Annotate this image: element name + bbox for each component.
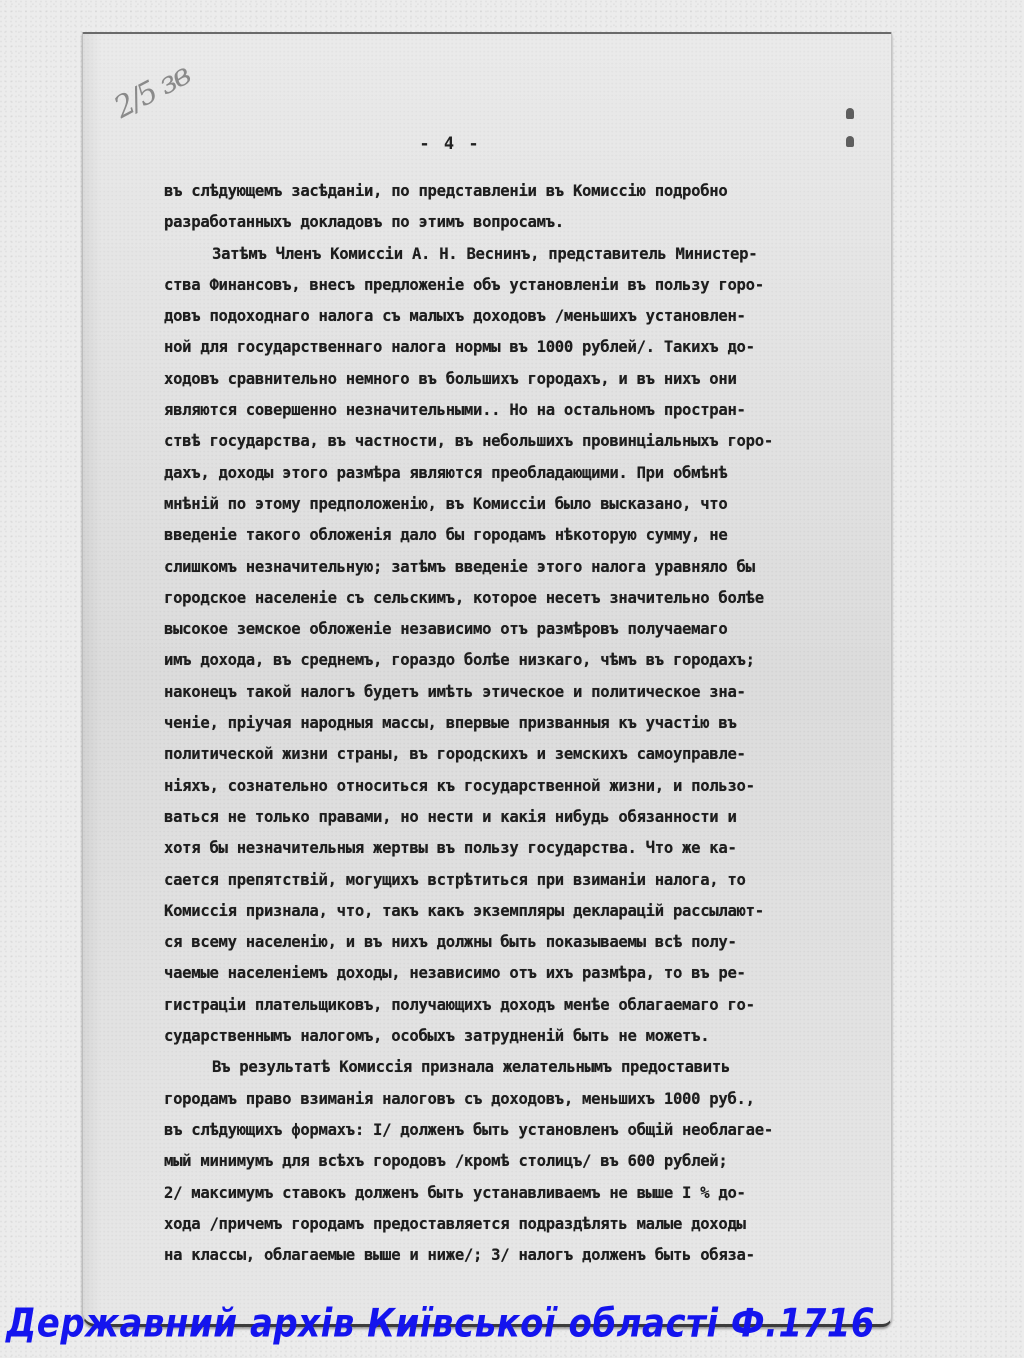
text-line: ствѣ государства, въ частности, въ небольшихъ провинціальныхъ горо- [164, 432, 773, 451]
text-line: разработанныхъ докладовъ по этимъ вопросамъ. [164, 213, 564, 232]
handwritten-archive-note: 2/5 зв [108, 57, 196, 126]
text-line: городамъ право взиманія налоговъ съ доходовъ, меньшихъ 1000 руб., [164, 1089, 755, 1108]
text-line: въ слѣдующихъ формахъ: I/ долженъ быть установленъ общій необлагае- [164, 1120, 773, 1139]
text-line: высокое земское обложеніе независимо отъ размѣровъ получаемаго [164, 620, 728, 639]
text-line: городское населеніе съ сельскимъ, которое несетъ значительно болѣе [164, 588, 764, 607]
text-line: слишкомъ незначительную; затѣмъ введеніе этого налога уравняло бы [164, 557, 755, 576]
text-line: наконецъ такой налогъ будетъ имѣть этическое и политическое зна- [164, 682, 746, 701]
ink-mark-icon [846, 108, 854, 119]
text-line: являются совершенно незначительными.. Но на остальномъ простран- [164, 401, 746, 420]
text-line: ченіе, пріучая народныя массы, впервые призванныя къ участію въ [164, 714, 737, 733]
text-line: на классы, облагаемые выше и ниже/; 3/ налогъ долженъ быть обяза- [164, 1246, 755, 1265]
archive-watermark: Державний архів Київської області Ф.1716 [6, 1301, 876, 1347]
text-line: Въ результатѣ Комиссія признала желательнымъ предоставить [212, 1058, 731, 1077]
text-line: ной для государственнаго налога нормы въ 1000 рублей/. Такихъ до- [164, 338, 755, 357]
text-line: ства Финансовъ, внесъ предложеніе объ установленіи въ пользу горо- [164, 275, 764, 294]
text-line: довъ подоходнаго налога съ малыхъ доходовъ /меньшихъ установлен- [164, 307, 746, 326]
text-line: мнѣній по этому предположенію, въ Комиссіи было высказано, что [164, 494, 728, 513]
text-line: Комиссія признала, что, такъ какъ экземпляры декларацій рассылают- [164, 901, 764, 920]
text-line: сается препятствій, могущихъ встрѣтиться при взиманіи налога, то [164, 870, 746, 889]
text-line: въ слѣдующемъ засѣданіи, по представленіи въ Комиссію подробно [164, 182, 728, 200]
text-line: сударственнымъ налогомъ, особыхъ затрудненій быть не можетъ. [164, 1027, 710, 1046]
text-line: гистраціи плательщиковъ, получающихъ доходъ менѣе облагаемаго го- [164, 995, 755, 1014]
text-line: дахъ, доходы этого размѣра являются преобладающими. При обмѣнѣ [164, 463, 728, 482]
text-line: Затѣмъ Членъ Комиссіи А. Н. Веснинъ, представитель Министер- [212, 244, 758, 263]
text-line: введеніе такого обложенія дало бы городамъ нѣкоторую сумму, не [164, 526, 728, 545]
page-number: - 4 - [419, 134, 481, 154]
text-line: хода /причемъ городамъ предоставляется подраздѣлять малые доходы [164, 1214, 746, 1233]
text-line: ходовъ сравнительно немного въ большихъ городахъ, и въ нихъ они [164, 369, 737, 388]
text-line: мый минимумъ для всѣхъ городовъ /кромѣ столицъ/ въ 600 рублей; [164, 1152, 728, 1171]
text-line: политической жизни страны, въ городскихъ и земскихъ самоуправле- [164, 745, 746, 764]
text-line: чаемые населеніемъ доходы, независимо отъ ихъ размѣра, то въ ре- [164, 964, 746, 983]
typewritten-text-body [164, 176, 844, 1271]
text-line: имъ дохода, въ среднемъ, гораздо болѣе низкаго, чѣмъ въ городахъ; [164, 651, 755, 670]
text-line: ся всему населенію, и въ нихъ должны быть показываемы всѣ полу- [164, 933, 737, 952]
text-line: 2/ максимумъ ставокъ долженъ быть устанавливаемъ не выше I % до- [164, 1183, 746, 1202]
text-line: хотя бы незначительныя жертвы въ пользу государства. Что же ка- [164, 839, 737, 858]
text-line: ваться не только правами, но нести и какія нибудь обязанности и [164, 807, 737, 826]
text-line: ніяхъ, сознательно относиться къ государственной жизни, и пользо- [164, 776, 755, 795]
